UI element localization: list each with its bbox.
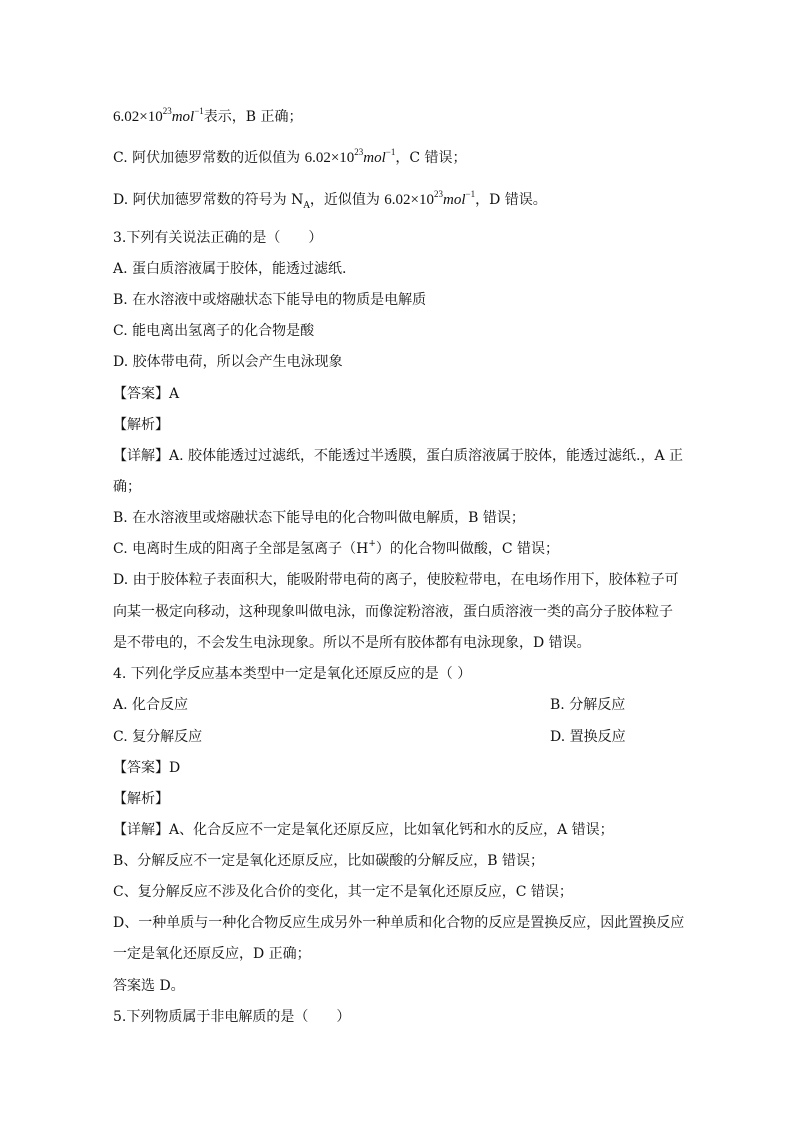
q4-conclusion: 答案选 D。 — [113, 978, 185, 994]
q4-option-b: B. 分解反应 — [550, 697, 626, 713]
q4-detail-line: 【详解】A、化合反应不一定是氧化还原反应，比如氧化钙和水的反应，A 错误； — [113, 822, 614, 838]
q5-stem: 5.下列物质属于非电解质的是（ ） — [113, 1009, 351, 1025]
q4-detail-line: B、分解反应不一定是氧化还原反应，比如碳酸的分解反应，B 错误； — [113, 853, 545, 869]
q4-detail-line: C、复分解反应不涉及化合价的变化，其一定不是氧化还原反应，C 错误； — [113, 884, 573, 900]
q4-analysis-label: 【解析】 — [113, 791, 169, 807]
q3-detail-line: 向某一极定向移动，这种现象叫做电泳，而像淀粉溶液，蛋白质溶液一类的高分子胶体粒子 — [113, 604, 673, 620]
q3-option-d: D. 胶体带电荷，所以会产生电泳现象 — [113, 354, 343, 370]
q3-option-b: B. 在水溶液中或熔融状态下能导电的物质是电解质 — [113, 292, 427, 308]
q3-analysis-label: 【解析】 — [113, 417, 169, 433]
q3-option-c: C. 能电离出氢离子的化合物是酸 — [113, 323, 315, 339]
q4-options-row-2 — [113, 727, 693, 747]
q3-detail-line: C. 电离时生成的阳离子全部是氢离子（H+）的化合物叫做酸，C 错误； — [113, 539, 560, 557]
q2-analysis-c: C. 阿伏加德罗常数的近似值为 $6.02\times 10^{23}mol^{-1}$，C 错误； — [113, 147, 467, 166]
q3-detail-line: 【详解】A. 胶体能透过过滤纸，不能透过半透膜，蛋白质溶液属于胶体，能透过滤纸.，A 正 — [113, 448, 684, 464]
q4-detail-line: 一定是氧化还原反应，D 正确； — [113, 946, 311, 962]
q3-answer: 【答案】A — [113, 386, 180, 402]
avogadro-value: $6.02\times 10^{23}mol^{-1}$ — [113, 106, 204, 125]
q4-option-c: C. 复分解反应 — [113, 729, 203, 745]
avogadro-value: $6.02\times 10^{23}mol^{-1}$ — [384, 189, 476, 208]
q2-analysis-d: D. 阿伏加德罗常数的符号为 $N_A$，近似值为 $6.02\times 10^{23}mol^{-1}$，D 错误。 — [113, 189, 547, 211]
q3-detail-line: 是不带电的，不会发生电泳现象。所以不是所有胶体都有电泳现象，D 错误。 — [113, 635, 591, 651]
q2-line-b-tail: $6.02\times 10^{23}mol^{-1}$表示，B 正确； — [113, 106, 303, 125]
q3-option-a: A. 蛋白质溶液属于胶体，能透过滤纸. — [113, 261, 347, 277]
q4-option-a: A. 化合反应 — [113, 697, 189, 713]
q4-stem: 4. 下列化学反应基本类型中一定是氧化还原反应的是（ ） — [113, 666, 472, 682]
q4-answer: 【答案】D — [113, 760, 181, 776]
q3-stem: 3.下列有关说法正确的是（ ） — [113, 230, 323, 246]
q3-detail-line: D. 由于胶体粒子表面积大，能吸附带电荷的离子，使胶粒带电，在电场作用下，胶体粒子可 — [113, 572, 679, 588]
hydrogen-ion-charge: + — [368, 539, 376, 550]
q3-detail-line: 确； — [113, 479, 141, 495]
q4-options-row-1 — [113, 695, 693, 715]
q4-option-d: D. 置换反应 — [550, 729, 626, 745]
q3-detail-line: B. 在水溶液里或熔融状态下能导电的化合物叫做电解质，B 错误； — [113, 510, 525, 526]
avogadro-value: $6.02\times 10^{23}mol^{-1}$ — [304, 147, 396, 166]
q4-detail-line: D、一种单质与一种化合物反应生成另外一种单质和化合物的反应是置换反应，因此置换反应 — [113, 915, 685, 931]
